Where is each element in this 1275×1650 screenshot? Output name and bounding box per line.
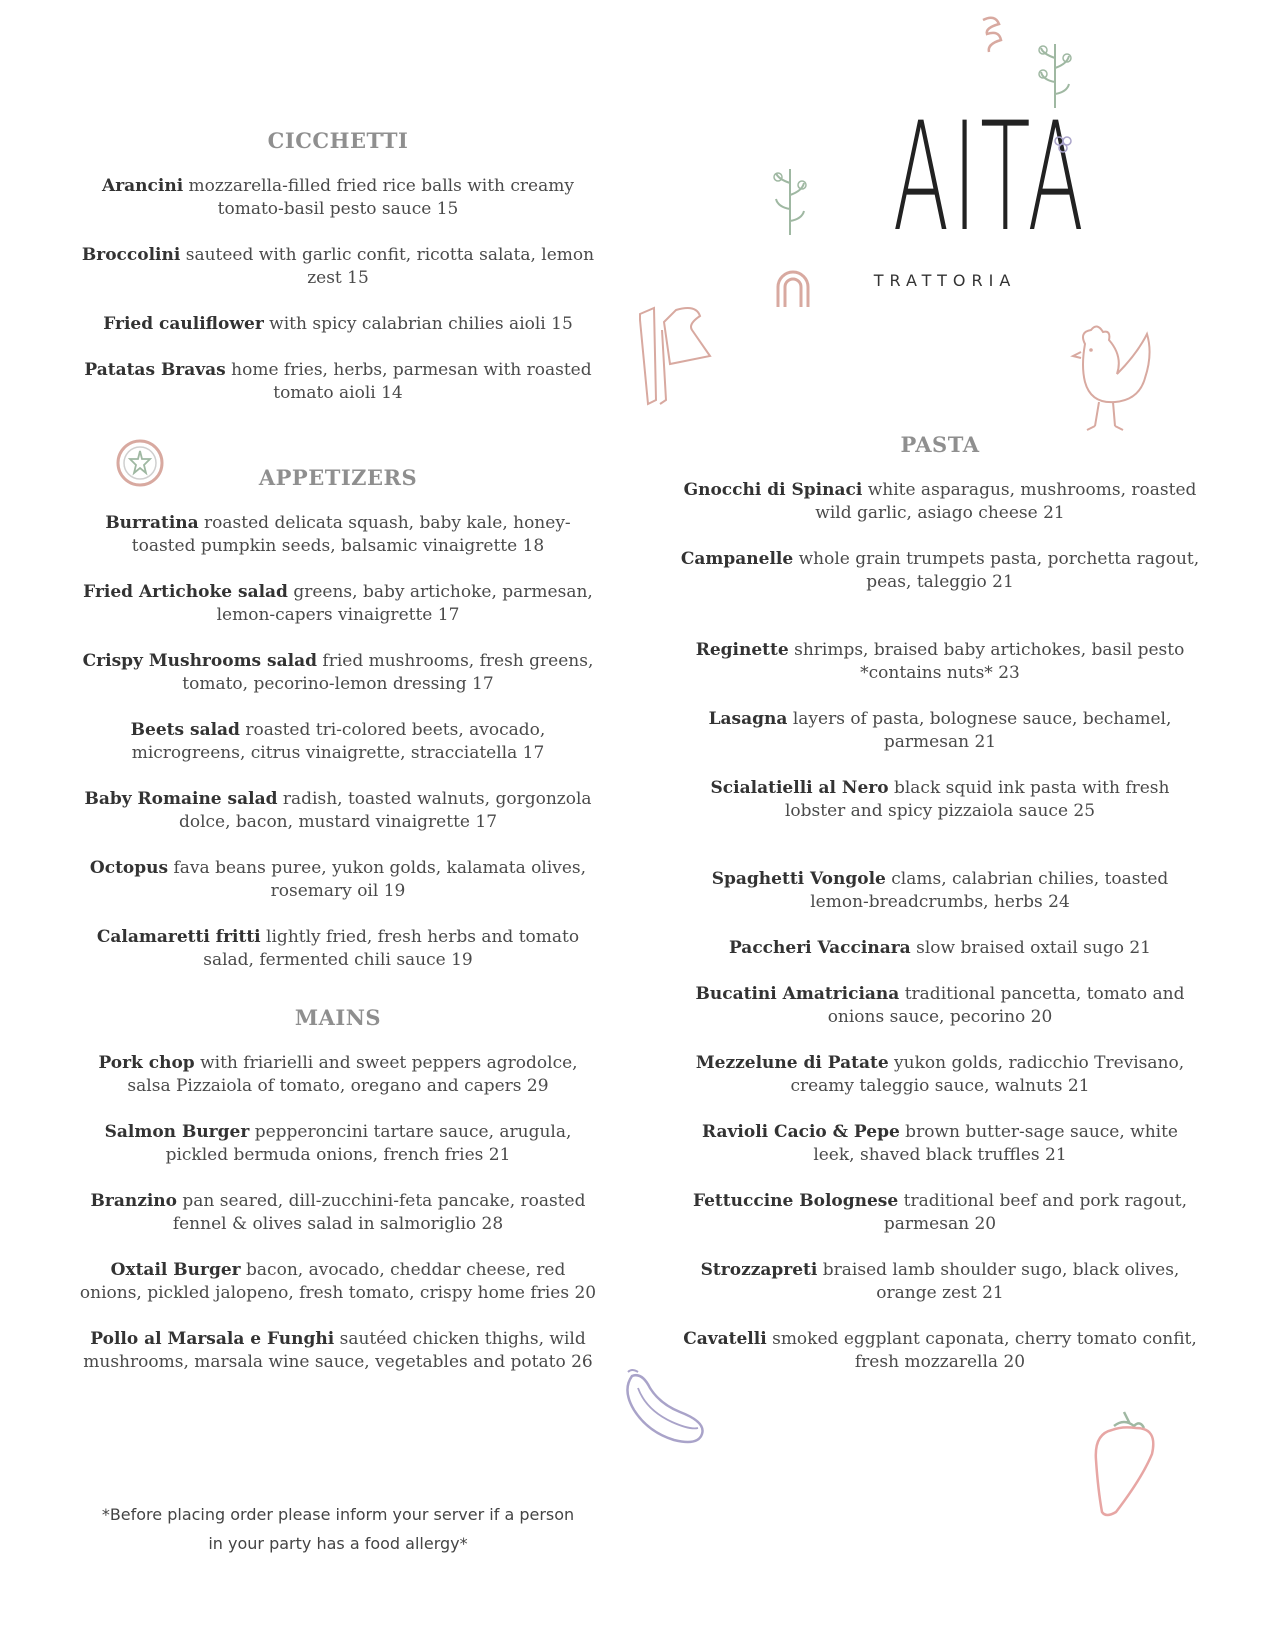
menu-item-name: Pollo al Marsala e Funghi bbox=[90, 1329, 335, 1349]
menu-item bbox=[78, 1121, 598, 1167]
menu-item-name: Broccolini bbox=[81, 245, 181, 265]
menu-item bbox=[78, 857, 598, 903]
herb-doodle-icon bbox=[770, 163, 810, 238]
menu-item-description: roasted tri-colored beets, avocado, microgreens, citrus vinaigrette, stracciatella 17 bbox=[131, 720, 546, 763]
menu-item-name: Beets salad bbox=[130, 720, 240, 740]
menu-item bbox=[680, 1190, 1200, 1236]
herb-doodle-icon bbox=[1035, 38, 1075, 110]
section-pasta bbox=[670, 432, 1210, 1397]
menu-item bbox=[78, 244, 598, 290]
menu-item-description: layers of pasta, bolognese sauce, bechamel, parmesan 21 bbox=[787, 709, 1172, 752]
section-appetizers bbox=[68, 465, 608, 995]
menu-item-description: home fries, herbs, parmesan with roasted tomato aioli 14 bbox=[225, 360, 592, 403]
section-title-cicchetti: CICCHETTI bbox=[267, 128, 409, 153]
menu-item bbox=[680, 1052, 1200, 1098]
menu-item bbox=[680, 1328, 1200, 1374]
menu-item bbox=[680, 479, 1200, 525]
appetizers-list bbox=[68, 512, 608, 972]
menu-item-description: fava beans puree, yukon golds, kalamata olives, rosemary oil 19 bbox=[168, 858, 587, 901]
menu-item bbox=[680, 708, 1200, 754]
menu-item-name: Fried Artichoke salad bbox=[83, 582, 288, 602]
rainbow-pasta-doodle-icon bbox=[772, 263, 814, 311]
menu-item-name: Bucatini Amatriciana bbox=[695, 984, 900, 1004]
menu-item-name: Burratina bbox=[105, 513, 199, 533]
menu-item-description: pepperoncini tartare sauce, arugula, pickled bermuda onions, french fries 21 bbox=[165, 1122, 572, 1165]
menu-item-name: Patatas Bravas bbox=[84, 360, 226, 380]
logo-subtitle: TRATTORIA bbox=[873, 271, 1017, 290]
menu-item-description: brown butter-sage sauce, white leek, shaved black truffles 21 bbox=[813, 1122, 1178, 1165]
restaurant-logo bbox=[850, 91, 1088, 290]
menu-item-description: sautéed chicken thighs, wild mushrooms, marsala wine sauce, vegetables and potato 26 bbox=[83, 1329, 593, 1372]
menu-item-description: smoked eggplant caponata, cherry tomato confit, fresh mozzarella 20 bbox=[766, 1329, 1197, 1372]
menu-item bbox=[78, 719, 598, 765]
menu-item bbox=[78, 359, 598, 405]
section-title-mains: MAINS bbox=[294, 1005, 382, 1030]
menu-item-description: white asparagus, mushrooms, roasted wild garlic, asiago cheese 21 bbox=[815, 480, 1197, 523]
menu-item bbox=[680, 777, 1200, 823]
menu-item-name: Mezzelune di Patate bbox=[695, 1053, 889, 1073]
mains-list bbox=[68, 1052, 608, 1374]
menu-item-name: Arancini bbox=[102, 176, 184, 196]
menu-item-description: whole grain trumpets pasta, porchetta ragout, peas, taleggio 21 bbox=[793, 549, 1200, 592]
menu-item-description: black squid ink pasta with fresh lobster and spicy pizzaiola sauce 25 bbox=[784, 778, 1170, 821]
footnote-line-1: *Before placing order please inform your server if a person bbox=[101, 1505, 575, 1524]
menu-item-description: radish, toasted walnuts, gorgonzola dolce, bacon, mustard vinaigrette 17 bbox=[178, 789, 592, 832]
eggplant-doodle-icon bbox=[618, 1368, 710, 1448]
menu-item-description: mozzarella-filled fried rice balls with creamy tomato-basil pesto sauce 15 bbox=[183, 176, 574, 219]
menu-item bbox=[680, 937, 1200, 960]
logo-wordmark: AITA bbox=[892, 91, 1088, 265]
menu-item-description: traditional pancetta, tomato and onions sauce, pecorino 20 bbox=[827, 984, 1185, 1027]
menu-item bbox=[680, 1121, 1200, 1167]
section-mains bbox=[68, 1005, 608, 1397]
menu-item-name: Scialatielli al Nero bbox=[710, 778, 889, 798]
menu-item-name: Pork chop bbox=[98, 1053, 195, 1073]
menu-item-description: with spicy calabrian chilies aioli 15 bbox=[263, 314, 573, 334]
section-cicchetti bbox=[68, 128, 608, 428]
menu-item-description: traditional beef and pork ragout, parmesan 20 bbox=[883, 1191, 1188, 1234]
menu-item-name: Octopus bbox=[89, 858, 169, 878]
menu-item-description: slow braised oxtail sugo 21 bbox=[910, 938, 1152, 958]
footnote-line-2: in your party has a food allergy* bbox=[208, 1534, 468, 1553]
menu-item-name: Cavatelli bbox=[683, 1329, 767, 1349]
menu-item bbox=[680, 639, 1200, 685]
menu-item-name: Lasagna bbox=[708, 709, 788, 729]
menu-item-description: lightly fried, fresh herbs and tomato salad, fermented chili sauce 19 bbox=[203, 927, 580, 970]
menu-item bbox=[680, 983, 1200, 1029]
menu-item bbox=[78, 1190, 598, 1236]
cucumber-slice-doodle-icon bbox=[114, 437, 166, 489]
menu-item-name: Baby Romaine salad bbox=[84, 789, 278, 809]
menu-item-name: Spaghetti Vongole bbox=[711, 869, 886, 889]
menu-item bbox=[78, 313, 598, 336]
menu-item bbox=[78, 788, 598, 834]
menu-item-description: pan seared, dill-zucchini-feta pancake, roasted fennel & olives salad in salmoriglio 28 bbox=[172, 1191, 586, 1234]
pasta-doodle-icon bbox=[975, 12, 1005, 58]
menu-item bbox=[78, 175, 598, 221]
menu-item-description: shrimps, braised baby artichokes, basil pesto *contains nuts* 23 bbox=[788, 640, 1185, 683]
menu-item-name: Crispy Mushrooms salad bbox=[82, 651, 317, 671]
menu-item bbox=[78, 581, 598, 627]
menu-item-name: Campanelle bbox=[680, 549, 794, 569]
section-title-appetizers: APPETIZERS bbox=[258, 465, 418, 490]
berry-doodle-icon bbox=[1052, 133, 1076, 155]
menu-item-description: braised lamb shoulder sugo, black olives, orange zest 21 bbox=[817, 1260, 1180, 1303]
menu-item-description: bacon, avocado, cheddar cheese, red onions, pickled jalopeno, fresh tomato, crispy home fries 20 bbox=[79, 1260, 597, 1303]
chicken-doodle-icon bbox=[1065, 322, 1155, 434]
menu-item-name: Gnocchi di Spinaci bbox=[683, 480, 863, 500]
menu-item bbox=[680, 868, 1200, 914]
menu-item-description: clams, calabrian chilies, toasted lemon-breadcrumbs, herbs 24 bbox=[810, 869, 1169, 912]
menu-item-name: Fettuccine Bolognese bbox=[692, 1191, 899, 1211]
menu-item-description: yukon golds, radicchio Trevisano, creamy taleggio sauce, walnuts 21 bbox=[790, 1053, 1185, 1096]
menu-item bbox=[78, 650, 598, 696]
allergy-footnote bbox=[68, 1500, 608, 1558]
menu-item-name: Oxtail Burger bbox=[110, 1260, 241, 1280]
pepper-doodle-icon bbox=[1090, 1408, 1160, 1520]
section-title-pasta: PASTA bbox=[900, 432, 980, 457]
menu-item bbox=[78, 512, 598, 558]
menu-item-name: Branzino bbox=[90, 1191, 178, 1211]
menu-item bbox=[78, 1052, 598, 1098]
cicchetti-list bbox=[68, 175, 608, 405]
menu-item-name: Strozzapreti bbox=[700, 1260, 818, 1280]
menu-item-description: greens, baby artichoke, parmesan, lemon-capers vinaigrette 17 bbox=[216, 582, 593, 625]
menu-item bbox=[78, 1328, 598, 1374]
flask-doodle-icon bbox=[630, 300, 715, 410]
menu-item-description: sauteed with garlic confit, ricotta salata, lemon zest 15 bbox=[180, 245, 595, 288]
menu-item-name: Calamaretti fritti bbox=[96, 927, 261, 947]
menu-item-name: Ravioli Cacio & Pepe bbox=[702, 1122, 900, 1142]
pasta-list bbox=[670, 479, 1210, 1374]
menu-item-name: Fried cauliflower bbox=[103, 314, 264, 334]
menu-item-name: Paccheri Vaccinara bbox=[728, 938, 911, 958]
menu-item-name: Salmon Burger bbox=[104, 1122, 250, 1142]
menu-item bbox=[78, 926, 598, 972]
menu-item-description: fried mushrooms, fresh greens, tomato, pecorino-lemon dressing 17 bbox=[182, 651, 594, 694]
menu-item bbox=[78, 1259, 598, 1305]
menu-item-description: with friarielli and sweet peppers agrodolce, salsa Pizzaiola of tomato, oregano and capers 29 bbox=[127, 1053, 578, 1096]
menu-item-name: Reginette bbox=[695, 640, 789, 660]
menu-item bbox=[680, 548, 1200, 594]
menu-item bbox=[680, 1259, 1200, 1305]
menu-item-description: roasted delicata squash, baby kale, honey-toasted pumpkin seeds, balsamic vinaigrette 18 bbox=[131, 513, 571, 556]
